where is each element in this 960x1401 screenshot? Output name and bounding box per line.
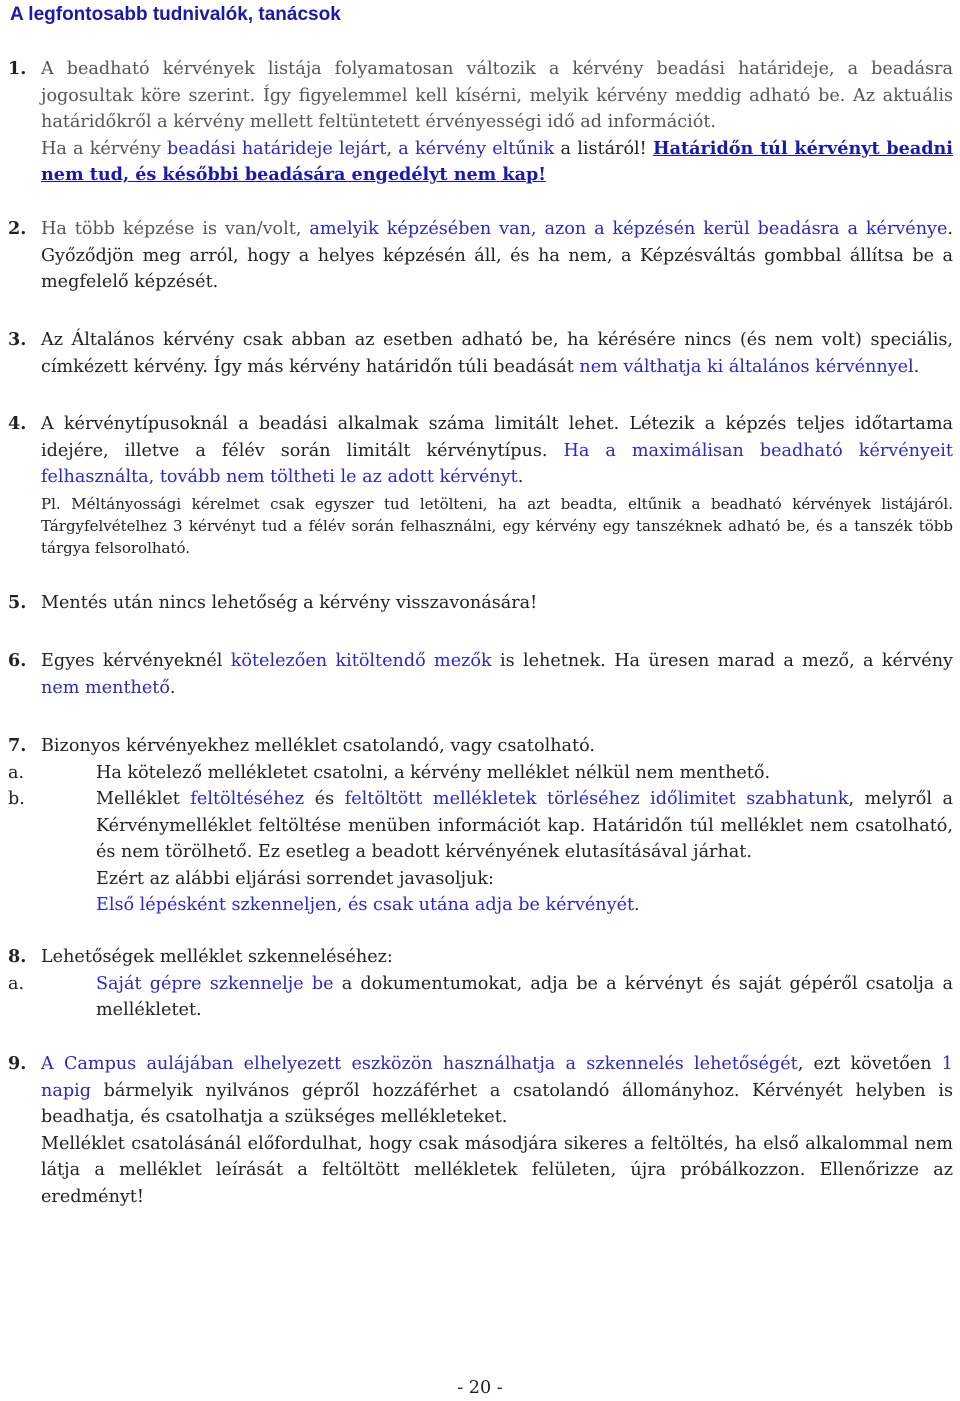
text-run: és [304, 789, 345, 809]
list-item-5 [8, 590, 953, 617]
sub-item-a [8, 971, 953, 1024]
text-run-blue: kötelezően kitöltendő mezők [230, 651, 492, 671]
sub-item-label: a. [8, 973, 25, 994]
sub-item-b [8, 786, 953, 919]
text-run: . [169, 677, 176, 698]
list-item-3 [8, 327, 953, 380]
item-text [96, 971, 953, 1024]
list-item-6 [8, 648, 953, 701]
item-body [41, 56, 953, 189]
item-number: 6. [8, 650, 27, 671]
item-number: 9. [8, 1053, 27, 1074]
list-item-9 [8, 1051, 953, 1210]
item-number: 7. [8, 735, 27, 756]
text-run: . Győződjön meg arról, hogy a helyes képzésén áll, és ha nem, a Képzésváltás gombbal állítsa be a megfelelő képzését. [41, 219, 953, 292]
item-body [41, 1051, 953, 1210]
text-run-blue: feltöltött mellékletek törléséhez időlimitet szabhatunk [344, 789, 849, 809]
sub-item-label: b. [8, 789, 25, 809]
list-item-7 [8, 733, 953, 919]
item-body [8, 733, 953, 919]
text-run-blue: feltöltéséhez [190, 789, 305, 809]
item-body [8, 944, 953, 1024]
text-run-blue: nem menthető [41, 677, 170, 698]
list-item-1 [8, 56, 953, 189]
item-text: A beadható kérvények listája folyamatosan változik a kérvény beadási határideje, a beadásra jogosultak köre szerint. Így figyelemmel kell kísérni, melyik kérvény meddig adható be. Az aktuális határidőkről a kérvény mellett feltüntetett érvényességi idő ad információt. [41, 59, 953, 132]
sub-item-text [96, 971, 953, 1024]
item-example: Pl. Méltányossági kérelmet csak egyszer tud letölteni, ha azt beadta, eltűnik a beadható kérvények listájáról. Tárgyfelvételhez 3 kérvényt tud a félév során felhasználni, egy kérvény egy tanszéknek adható be, és a tanszék több tárgya felsorolható. [41, 494, 953, 557]
item-text [41, 216, 953, 296]
text-run-blue: Campus aulájában elhelyezett eszközön használhatja a szkennelés lehetőségét [63, 1054, 798, 1074]
text-run: Az Általános kérvény csak abban az esetben adható be, ha kérésére nincs (és nem volt) speciális, címkézett kérvény. Így más kérvény határidőn túli beadását [41, 330, 953, 377]
item-number: 8. [8, 946, 27, 967]
text-run-blue: beadási határideje lejárt, a kérvény eltűnik [167, 138, 555, 159]
page-heading: A legfontosabb tudnivalók, tanácsok [10, 4, 341, 25]
item-text [41, 327, 953, 380]
item-text [96, 786, 953, 866]
item-text [41, 648, 953, 701]
text-run: a dokumentumokat, adja be a kérvényt és saját gépéről csatolja a mellékletet. [96, 973, 953, 1020]
text-run: A kérvénytípusoknál a beadási alkalmak száma limitált lehet. Létezik a képzés teljes időtartama idejére, illetve a félév során limitált kérvénytípus. [41, 414, 953, 461]
text-run: a listáról! [554, 138, 653, 159]
text-run-blue: Ha a maximálisan beadható kérvényeit felhasználta, tovább nem töltheti le az adott kérvényt [41, 440, 954, 487]
list-item-8 [8, 944, 953, 1024]
text-run-blue: 1 napig [41, 1054, 953, 1101]
item-number: 2. [8, 218, 27, 239]
item-number: 1. [8, 58, 27, 79]
item-number: 4. [8, 413, 27, 434]
text-run: Ha a kérvény [41, 138, 168, 159]
item-text: Melléklet csatolásánál előfordulhat, hogy csak másodjára sikeres a feltöltés, ha első alkalommal nem látja a melléklet leírását a feltöltött mellékletek felületen, újra próbálkozzon. Ellenőrizze az eredményt! [41, 1133, 953, 1207]
item-text [41, 1051, 953, 1131]
text-run-emphasis: Határidőn túl kérvényt beadni nem tud, és későbbi beadására engedélyt nem kap! [41, 137, 953, 185]
list-item-2 [8, 216, 953, 296]
page-number: - 20 - [457, 1378, 503, 1398]
item-text: Ezért az alábbi eljárási sorrendet javasoljuk: [96, 868, 494, 889]
sub-item-text [96, 786, 953, 919]
text-run-blue: nem válthatja ki általános kérvénnyel [579, 356, 914, 377]
list-item-4 [8, 411, 953, 559]
sub-item-text: Ha kötelező mellékletet csatolni, a kérvény melléklet nélkül nem menthető. [96, 762, 771, 783]
text-run: Egyes kérvényeknél [41, 651, 231, 671]
item-text-blue: Első lépésként szkenneljen, és csak utána adja be kérvényét. [96, 895, 640, 915]
item-body [41, 327, 953, 380]
text-run: , ezt követően [797, 1054, 942, 1074]
item-text [41, 411, 953, 491]
item-body: Mentés után nincs lehetőség a kérvény visszavonására! [41, 593, 538, 613]
text-run: Melléklet [96, 789, 191, 809]
text-run-blue: amelyik képzésében van, azon a képzésén kerül beadásra a kérvénye [309, 219, 948, 239]
sub-item-a [8, 760, 953, 787]
item-body [41, 216, 953, 296]
text-run: bármelyik nyilvános gépről hozzáférhet a csatolandó állományhoz. Kérvényét helyben is beadhatja, és csatolhatja a szükséges mellékleteket. [41, 1080, 953, 1127]
item-text: Lehetőségek melléklet szkenneléséhez: [41, 947, 393, 967]
text-run: . [517, 467, 524, 487]
text-run: is lehetnek. Ha üresen marad a mező, a kérvény [491, 651, 953, 671]
text-run-blue: A [41, 1054, 64, 1074]
text-run: Ha több képzése is van/volt, [41, 219, 310, 239]
item-body [41, 411, 953, 491]
sub-item-label: a. [8, 762, 25, 783]
item-text: Bizonyos kérvényekhez melléklet csatolandó, vagy csatolható. [41, 736, 595, 756]
item-body [41, 648, 953, 701]
text-run: , melyről a Kérvénymelléklet feltöltése menüben információt kap. Határidőn túl melléklet nem csatolható, és nem törölhető. Ez esetleg a beadott kérvényének elutasításával járhat. [96, 789, 953, 862]
text-run: . [913, 356, 920, 377]
item-text [41, 136, 953, 189]
text-run-blue: Saját gépre szkennelje be [96, 973, 334, 994]
item-number: 5. [8, 592, 27, 613]
item-number: 3. [8, 329, 27, 350]
